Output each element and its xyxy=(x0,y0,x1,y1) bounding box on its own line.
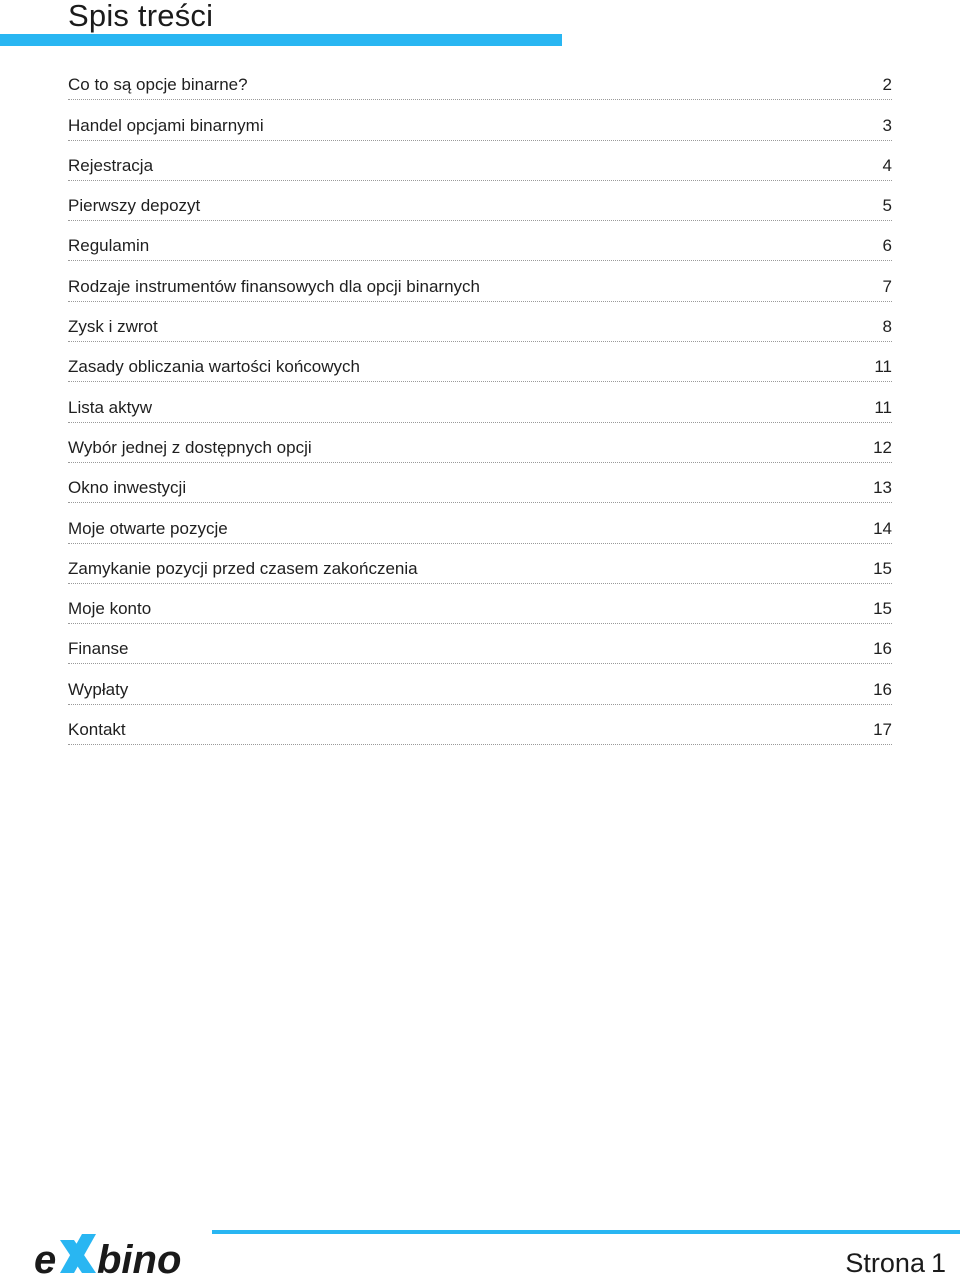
toc-entry-page-number: 2 xyxy=(882,75,892,95)
toc-entry[interactable] xyxy=(68,705,892,745)
toc-entry[interactable] xyxy=(68,584,892,624)
page-title: Spis treści xyxy=(68,0,214,33)
toc-entry-label: Pierwszy depozyt xyxy=(68,196,201,216)
toc-entry[interactable] xyxy=(68,221,892,261)
toc-entry-page-number: 11 xyxy=(874,357,892,377)
toc-entry-label: Finanse xyxy=(68,639,129,659)
toc-entry-page-number: 16 xyxy=(873,679,892,699)
toc-entry[interactable] xyxy=(68,181,892,221)
table-of-contents xyxy=(68,60,892,745)
toc-entry-label: Rodzaje instrumentów finansowych dla opcji binarnych xyxy=(68,276,480,296)
toc-entry[interactable] xyxy=(68,100,892,140)
toc-entry[interactable] xyxy=(68,624,892,664)
toc-entry-label: Kontakt xyxy=(68,720,126,740)
toc-entry[interactable] xyxy=(68,423,892,463)
toc-entry-page-number: 15 xyxy=(873,558,892,578)
toc-entry[interactable] xyxy=(68,302,892,342)
toc-entry-page-number: 12 xyxy=(873,437,892,457)
toc-entry-page-number: 3 xyxy=(882,115,892,135)
toc-entry-label: Moje konto xyxy=(68,599,152,619)
toc-entry-page-number: 14 xyxy=(873,518,892,538)
toc-entry-label: Rejestracja xyxy=(68,155,154,175)
toc-entry-page-number: 11 xyxy=(874,397,892,417)
svg-text:e: e xyxy=(34,1238,57,1280)
toc-entry-label: Handel opcjami binarnymi xyxy=(68,115,264,135)
toc-entry-page-number: 17 xyxy=(873,720,892,740)
toc-entry[interactable] xyxy=(68,342,892,382)
svg-text:bino: bino xyxy=(97,1238,182,1280)
toc-entry-label: Regulamin xyxy=(68,236,150,256)
toc-entry-label: Lista aktyw xyxy=(68,397,153,417)
toc-entry-page-number: 6 xyxy=(882,236,892,256)
toc-entry-page-number: 5 xyxy=(882,196,892,216)
toc-entry-page-number: 16 xyxy=(873,639,892,659)
logo-x-mark xyxy=(60,1234,96,1273)
footer-divider xyxy=(212,1230,960,1234)
toc-entry[interactable] xyxy=(68,382,892,422)
toc-entry-label: Co to są opcje binarne? xyxy=(68,75,248,95)
toc-entry[interactable] xyxy=(68,261,892,301)
toc-entry-label: Okno inwestycji xyxy=(68,478,187,498)
toc-entry-page-number: 7 xyxy=(882,276,892,296)
toc-entry[interactable] xyxy=(68,544,892,584)
page-number: 1 xyxy=(930,1248,946,1278)
page-number-label xyxy=(839,1248,946,1279)
toc-entry[interactable] xyxy=(68,60,892,100)
toc-entry-label: Zasady obliczania wartości końcowych xyxy=(68,357,360,377)
toc-entry-label: Zysk i zwrot xyxy=(68,317,158,337)
toc-entry-label: Wypłaty xyxy=(68,679,129,699)
toc-entry-page-number: 4 xyxy=(882,155,892,175)
toc-entry-page-number: 8 xyxy=(882,317,892,337)
exbino-logo xyxy=(34,1226,214,1280)
toc-entry-label: Moje otwarte pozycje xyxy=(68,518,228,538)
toc-entry[interactable] xyxy=(68,141,892,181)
page-word: Strona xyxy=(845,1248,925,1278)
title-underline-bar xyxy=(0,34,562,46)
toc-entry[interactable] xyxy=(68,664,892,704)
toc-entry[interactable] xyxy=(68,503,892,543)
toc-entry[interactable] xyxy=(68,463,892,503)
toc-entry-page-number: 13 xyxy=(873,478,892,498)
toc-entry-label: Zamykanie pozycji przed czasem zakończenia xyxy=(68,558,418,578)
toc-entry-label: Wybór jednej z dostępnych opcji xyxy=(68,437,312,457)
toc-entry-page-number: 15 xyxy=(873,599,892,619)
